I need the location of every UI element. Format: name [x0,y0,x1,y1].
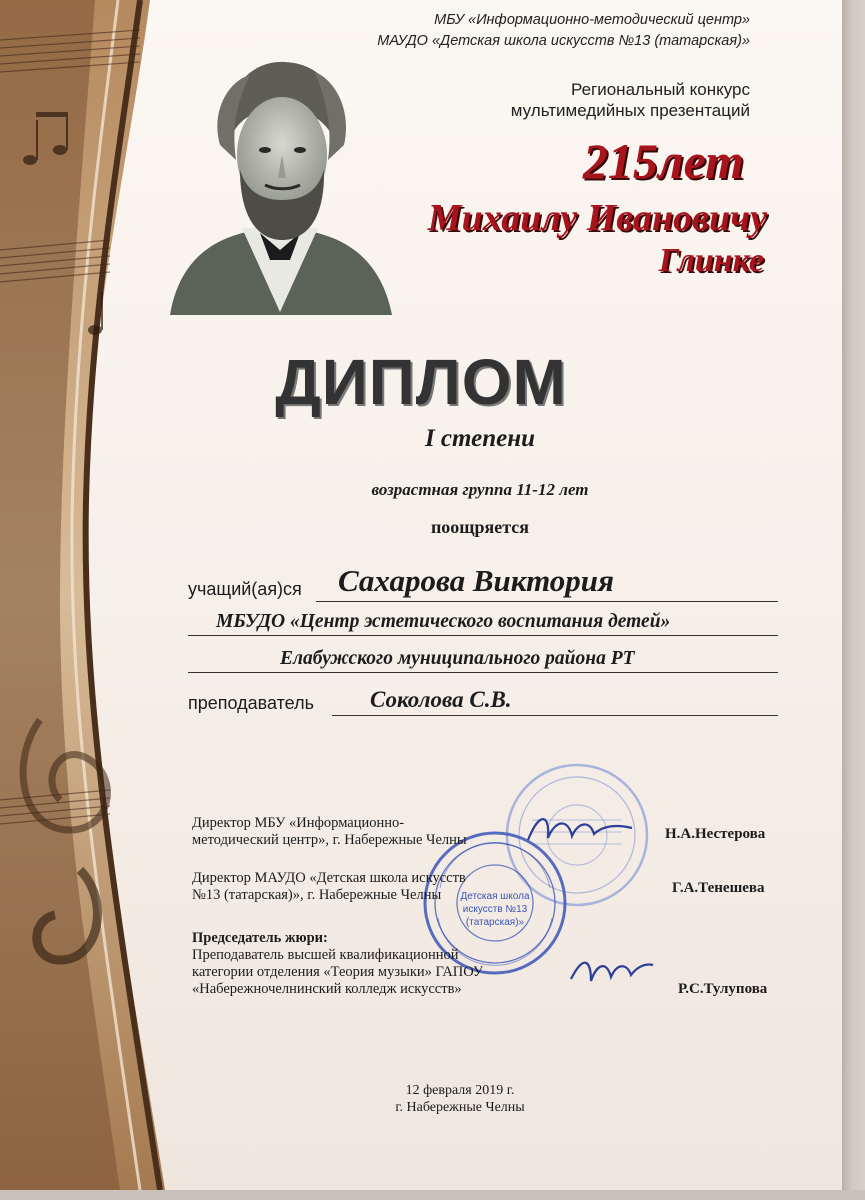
school-row-2 [188,645,778,673]
recipient-row [188,563,778,602]
signatory-1-title-line-1: Директор МБУ «Информационно- [192,815,405,831]
stamp-text-line-1: Детская школа [460,891,530,902]
teacher-row [188,686,778,716]
recipient-label: учащий(ая)ся [188,579,302,599]
school-name-line-1: МБУДО «Центр эстетического воспитания детей» [216,611,671,632]
scan-edge-bottom [0,1190,865,1200]
recipient-underline [316,601,778,602]
stamp-text-line-2: искусств №13 [462,904,528,915]
contest-line-1: Региональный конкурс [570,80,750,99]
signature-jury-chair [565,945,655,995]
teacher-label: преподаватель [188,693,314,713]
signatory-1-name: Н.А.Нестерова [665,826,766,842]
signatory-2-name: Г.А.Тенешева [672,880,765,896]
signatory-2-title [192,870,466,904]
signatory-2-title-line-1: Директор МАУДО «Детская школа искусств [192,870,466,886]
contest-line-2: мультимедийных презентаций [510,101,750,120]
teacher-underline [332,715,778,716]
school-underline-2 [188,672,778,673]
stamp-text-line-3: (татарская)» [465,917,525,928]
signatory-3-title-line-2: Преподаватель высшей квалификационной [192,947,459,963]
school-name-line-2: Елабужского муниципального района РТ [280,648,635,669]
dedication-name-line: Михаилу Ивановичу [427,197,767,239]
jury-chair-heading: Председатель жюри: [192,930,328,946]
diploma-degree: I степени [424,425,536,452]
signatory-3-name: Р.С.Тулупова [678,981,768,997]
issue-date: 12 февраля 2019 г. [405,1083,515,1098]
age-group: возрастная группа 11-12 лет [371,480,589,499]
school-row-1 [188,608,778,636]
dedication-surname-line: Глинке [658,242,764,279]
issue-city: г. Набережные Челны [395,1100,525,1115]
composer-portrait [160,50,400,315]
footer [310,1082,610,1116]
signatory-2-title-line-2: №13 (татарская)», г. Набережные Челны [192,887,442,903]
signatory-1-title [192,815,467,849]
signatory-3-title [192,930,483,998]
scan-edge-right [842,0,865,1200]
school-underline-1 [188,635,778,636]
signatory-1-title-line-2: методический центр», г. Набережные Челны [192,832,467,848]
diploma-title: ДИПЛОМ [275,346,567,418]
praise-word: поощряется [430,517,530,537]
organizer-line-2: МАУДО «Детская школа искусств №13 (татарская)» [377,33,750,49]
signatory-3-title-line-4: «Набережночелнинский колледж искусств» [192,981,462,997]
signatory-3-title-line-3: категории отделения «Теория музыки» ГАПОУ [192,964,484,980]
organizer-line-1: МБУ «Информационно-методический центр» [434,12,750,28]
teacher-name: Соколова С.В. [370,687,512,712]
anniversary-title: 215лет [582,133,744,189]
recipient-name: Сахарова Виктория [338,563,615,598]
